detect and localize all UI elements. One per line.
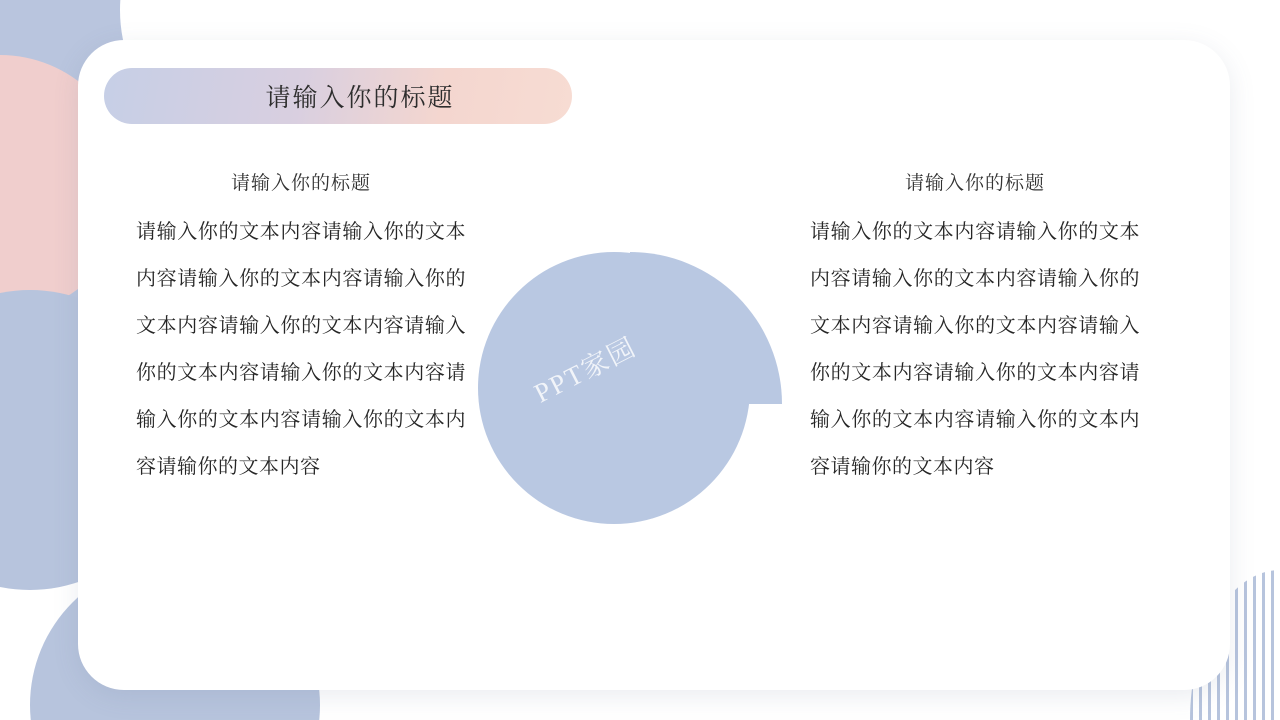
column-left-body: 请输入你的文本内容请输入你的文本内容请输入你的文本内容请输入你的文本内容请输入你的文本内容请输入你的文本内容请输入你的文本内容请输入你的文本内容请输入你的文本内容请输你的文本内容: [136, 221, 466, 478]
pie-chart-graphic: [478, 252, 782, 556]
slide-title-pill: [104, 68, 572, 124]
column-left-heading: 请输入你的标题: [230, 173, 371, 194]
text-column-right: [810, 168, 1140, 491]
page-title: 请输入你的标题: [265, 85, 455, 112]
watermark-text: PPT家园: [529, 331, 642, 409]
pie-detached-slice: [630, 252, 782, 404]
text-column-left: [136, 168, 466, 491]
column-right-body: 请输入你的文本内容请输入你的文本内容请输入你的文本内容请输入你的文本内容请输入你的文本内容请输入你的文本内容请输入你的文本内容请输入你的文本内容请输入你的文本内容请输你的文本内容: [810, 221, 1140, 478]
column-right-heading: 请输入你的标题: [904, 173, 1045, 194]
